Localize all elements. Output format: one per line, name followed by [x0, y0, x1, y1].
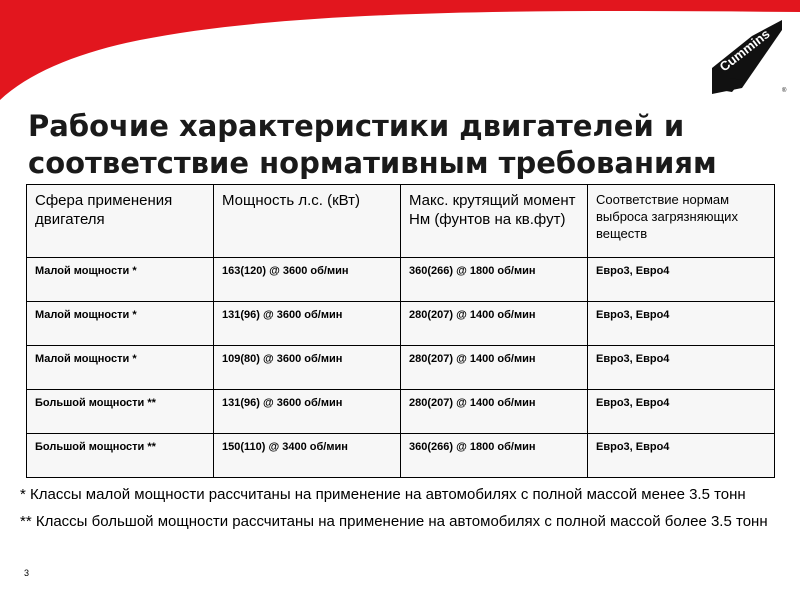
logo-text: Cummins: [716, 26, 773, 75]
header-swoosh: [0, 0, 800, 110]
footnotes: [20, 484, 780, 538]
title-line-2: соответствие нормативным требованиям: [28, 146, 717, 180]
cell-torque: 280(207) @ 1400 об/мин: [401, 346, 588, 390]
header-application: Сфера применения двигателя: [27, 185, 214, 258]
cell-power: 131(96) @ 3600 об/мин: [214, 302, 401, 346]
table-header-row: [27, 185, 775, 258]
cell-application: Большой мощности **: [27, 390, 214, 434]
cell-emissions: Евро3, Евро4: [588, 302, 775, 346]
table-row: [27, 390, 775, 434]
cell-power: 163(120) @ 3600 об/мин: [214, 258, 401, 302]
cell-power: 150(110) @ 3400 об/мин: [214, 434, 401, 478]
cell-torque: 360(266) @ 1800 об/мин: [401, 434, 588, 478]
header-emissions: Соответствие нормам выброса загрязняющих веществ: [588, 185, 775, 258]
table-row: [27, 258, 775, 302]
cell-power: 131(96) @ 3600 об/мин: [214, 390, 401, 434]
cell-application: Малой мощности *: [27, 258, 214, 302]
cell-torque: 360(266) @ 1800 об/мин: [401, 258, 588, 302]
table-row: [27, 346, 775, 390]
cell-emissions: Евро3, Евро4: [588, 346, 775, 390]
footnote-heavy-duty: ** Классы большой мощности рассчитаны на применение на автомобилях с полной массой более 3.5 тонн: [20, 513, 768, 530]
cell-emissions: Евро3, Евро4: [588, 390, 775, 434]
svg-text:®: ®: [782, 88, 787, 94]
header-power: Мощность л.с. (кВт): [214, 185, 401, 258]
table-row: [27, 302, 775, 346]
page-number: 3: [24, 568, 30, 578]
cell-application: Малой мощности *: [27, 302, 214, 346]
cell-emissions: Евро3, Евро4: [588, 258, 775, 302]
cummins-logo: [706, 18, 788, 96]
cell-application: Большой мощности **: [27, 434, 214, 478]
cell-emissions: Евро3, Евро4: [588, 434, 775, 478]
slide-title: [28, 108, 788, 182]
cell-application: Малой мощности *: [27, 346, 214, 390]
cell-torque: 280(207) @ 1400 об/мин: [401, 302, 588, 346]
header-torque: Макс. крутящий момент Нм (фунтов на кв.фут): [401, 185, 588, 258]
title-line-1: Рабочие характеристики двигателей и: [28, 109, 685, 143]
cell-power: 109(80) @ 3600 об/мин: [214, 346, 401, 390]
footnote-light-duty: * Классы малой мощности рассчитаны на применение на автомобилях с полной массой менее 3.5 тонн: [20, 486, 746, 503]
cell-torque: 280(207) @ 1400 об/мин: [401, 390, 588, 434]
engine-specs-table: [26, 184, 775, 478]
table-row: [27, 434, 775, 478]
